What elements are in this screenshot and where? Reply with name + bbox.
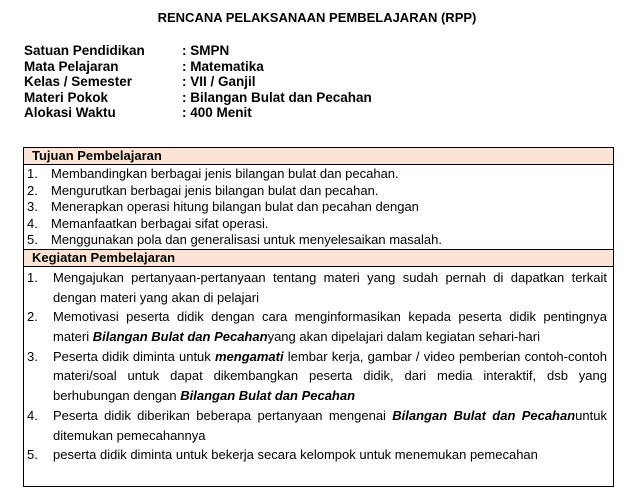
list-item bbox=[24, 166, 613, 183]
meta-key: Satuan Pendidikan bbox=[24, 43, 145, 58]
section-header-kegiatan: Kegiatan Pembelajaran bbox=[24, 249, 613, 267]
text-run: Mengajukan pertanyaan-pertanyaan tentang materi yang sudah pernah di dapatkan terkait dengan materi yang akan di pelajari bbox=[53, 269, 607, 305]
list-item bbox=[24, 307, 613, 346]
list-item bbox=[24, 268, 613, 307]
tujuan-list bbox=[24, 165, 613, 249]
item-number: 3. bbox=[27, 348, 38, 364]
emphasis-text: mengamati bbox=[214, 348, 284, 364]
item-text bbox=[53, 268, 613, 307]
item-number: 5. bbox=[27, 447, 38, 463]
meta-row-alokasi bbox=[24, 105, 372, 121]
meta-row-mapel bbox=[24, 59, 372, 75]
text-run: lembar kerja, gambar / video pemberian contoh-contoh materi/soal untuk dapat dikembangkan peserta didik, dari media interaktif, dsb yang berhubungan dengan bbox=[53, 348, 607, 404]
item-text bbox=[53, 307, 613, 346]
meta-key: Alokasi Waktu bbox=[24, 105, 116, 120]
emphasis-text: Bilangan Bulat dan Pecahan bbox=[392, 407, 576, 423]
emphasis-text: Bilangan Bulat dan Pecahan bbox=[92, 329, 268, 345]
item-text: Membandingkan berbagai jenis bilangan bulat dan pecahan. bbox=[51, 166, 399, 181]
text-run: peserta didik diminta untuk bekerja secara kelompok untuk menemukan pemecahan bbox=[53, 447, 538, 463]
meta-row-satuan bbox=[24, 43, 372, 59]
item-text: Mengurutkan berbagai jenis bilangan bulat dan pecahan. bbox=[51, 182, 379, 198]
item-number: 4. bbox=[27, 215, 38, 231]
item-number: 5. bbox=[27, 232, 38, 248]
text-run: Memotivasi peserta didik dengan cara menginformasikan kepada peserta didik pentingnya materi bbox=[53, 309, 607, 345]
identity-block bbox=[24, 43, 372, 121]
meta-value: : VII / Ganjil bbox=[182, 74, 256, 89]
item-text: Menerapkan operasi hitung bilangan bulat dan pecahan dengan bbox=[51, 199, 419, 215]
text-run: untuk ditemukan pemecahannya bbox=[53, 407, 607, 443]
kegiatan-list bbox=[24, 267, 613, 465]
document-title: RENCANA PELAKSANAAN PEMBELAJARAN (RPP) bbox=[157, 10, 477, 25]
item-text: Menggunakan pola dan generalisasi untuk menyelesaikan masalah. bbox=[51, 232, 442, 248]
list-item bbox=[24, 216, 613, 233]
meta-key: Mata Pelajaran bbox=[24, 58, 119, 74]
emphasis-text: Bilangan Bulat dan Pecahan bbox=[180, 388, 356, 404]
section-header-tujuan: Tujuan Pembelajaran bbox=[24, 148, 613, 165]
item-text bbox=[53, 347, 613, 406]
item-number: 1. bbox=[27, 269, 38, 285]
item-number: 3. bbox=[27, 199, 38, 215]
list-item bbox=[24, 199, 613, 216]
list-item bbox=[24, 445, 613, 465]
rpp-table bbox=[23, 147, 614, 487]
meta-key: Materi Pokok bbox=[24, 89, 109, 105]
text-run: yang akan dipelajari dalam kegiatan sehari-hari bbox=[267, 329, 541, 345]
item-text bbox=[53, 406, 613, 445]
meta-key: Kelas / Semester bbox=[24, 74, 133, 89]
item-number: 1. bbox=[27, 166, 38, 181]
item-number: 2. bbox=[27, 309, 38, 325]
meta-value: : 400 Menit bbox=[182, 105, 252, 120]
text-run: Peserta didik diminta untuk bbox=[53, 348, 215, 364]
item-text bbox=[53, 445, 544, 465]
item-text: Memanfaatkan berbagai sifat operasi. bbox=[51, 215, 269, 231]
item-number: 4. bbox=[27, 407, 38, 423]
list-item bbox=[24, 232, 613, 249]
list-item bbox=[24, 183, 613, 200]
list-item bbox=[24, 406, 613, 445]
meta-value: : Bilangan Bulat dan Pecahan bbox=[182, 89, 372, 105]
item-number: 2. bbox=[27, 182, 38, 198]
meta-row-materi bbox=[24, 90, 372, 106]
meta-value: : Matematika bbox=[182, 58, 264, 74]
text-run: Peserta didik diberikan beberapa pertanyaan mengenai bbox=[53, 407, 393, 423]
meta-value: : SMPN bbox=[182, 43, 230, 58]
list-item bbox=[24, 347, 613, 406]
meta-row-kelas bbox=[24, 74, 372, 90]
